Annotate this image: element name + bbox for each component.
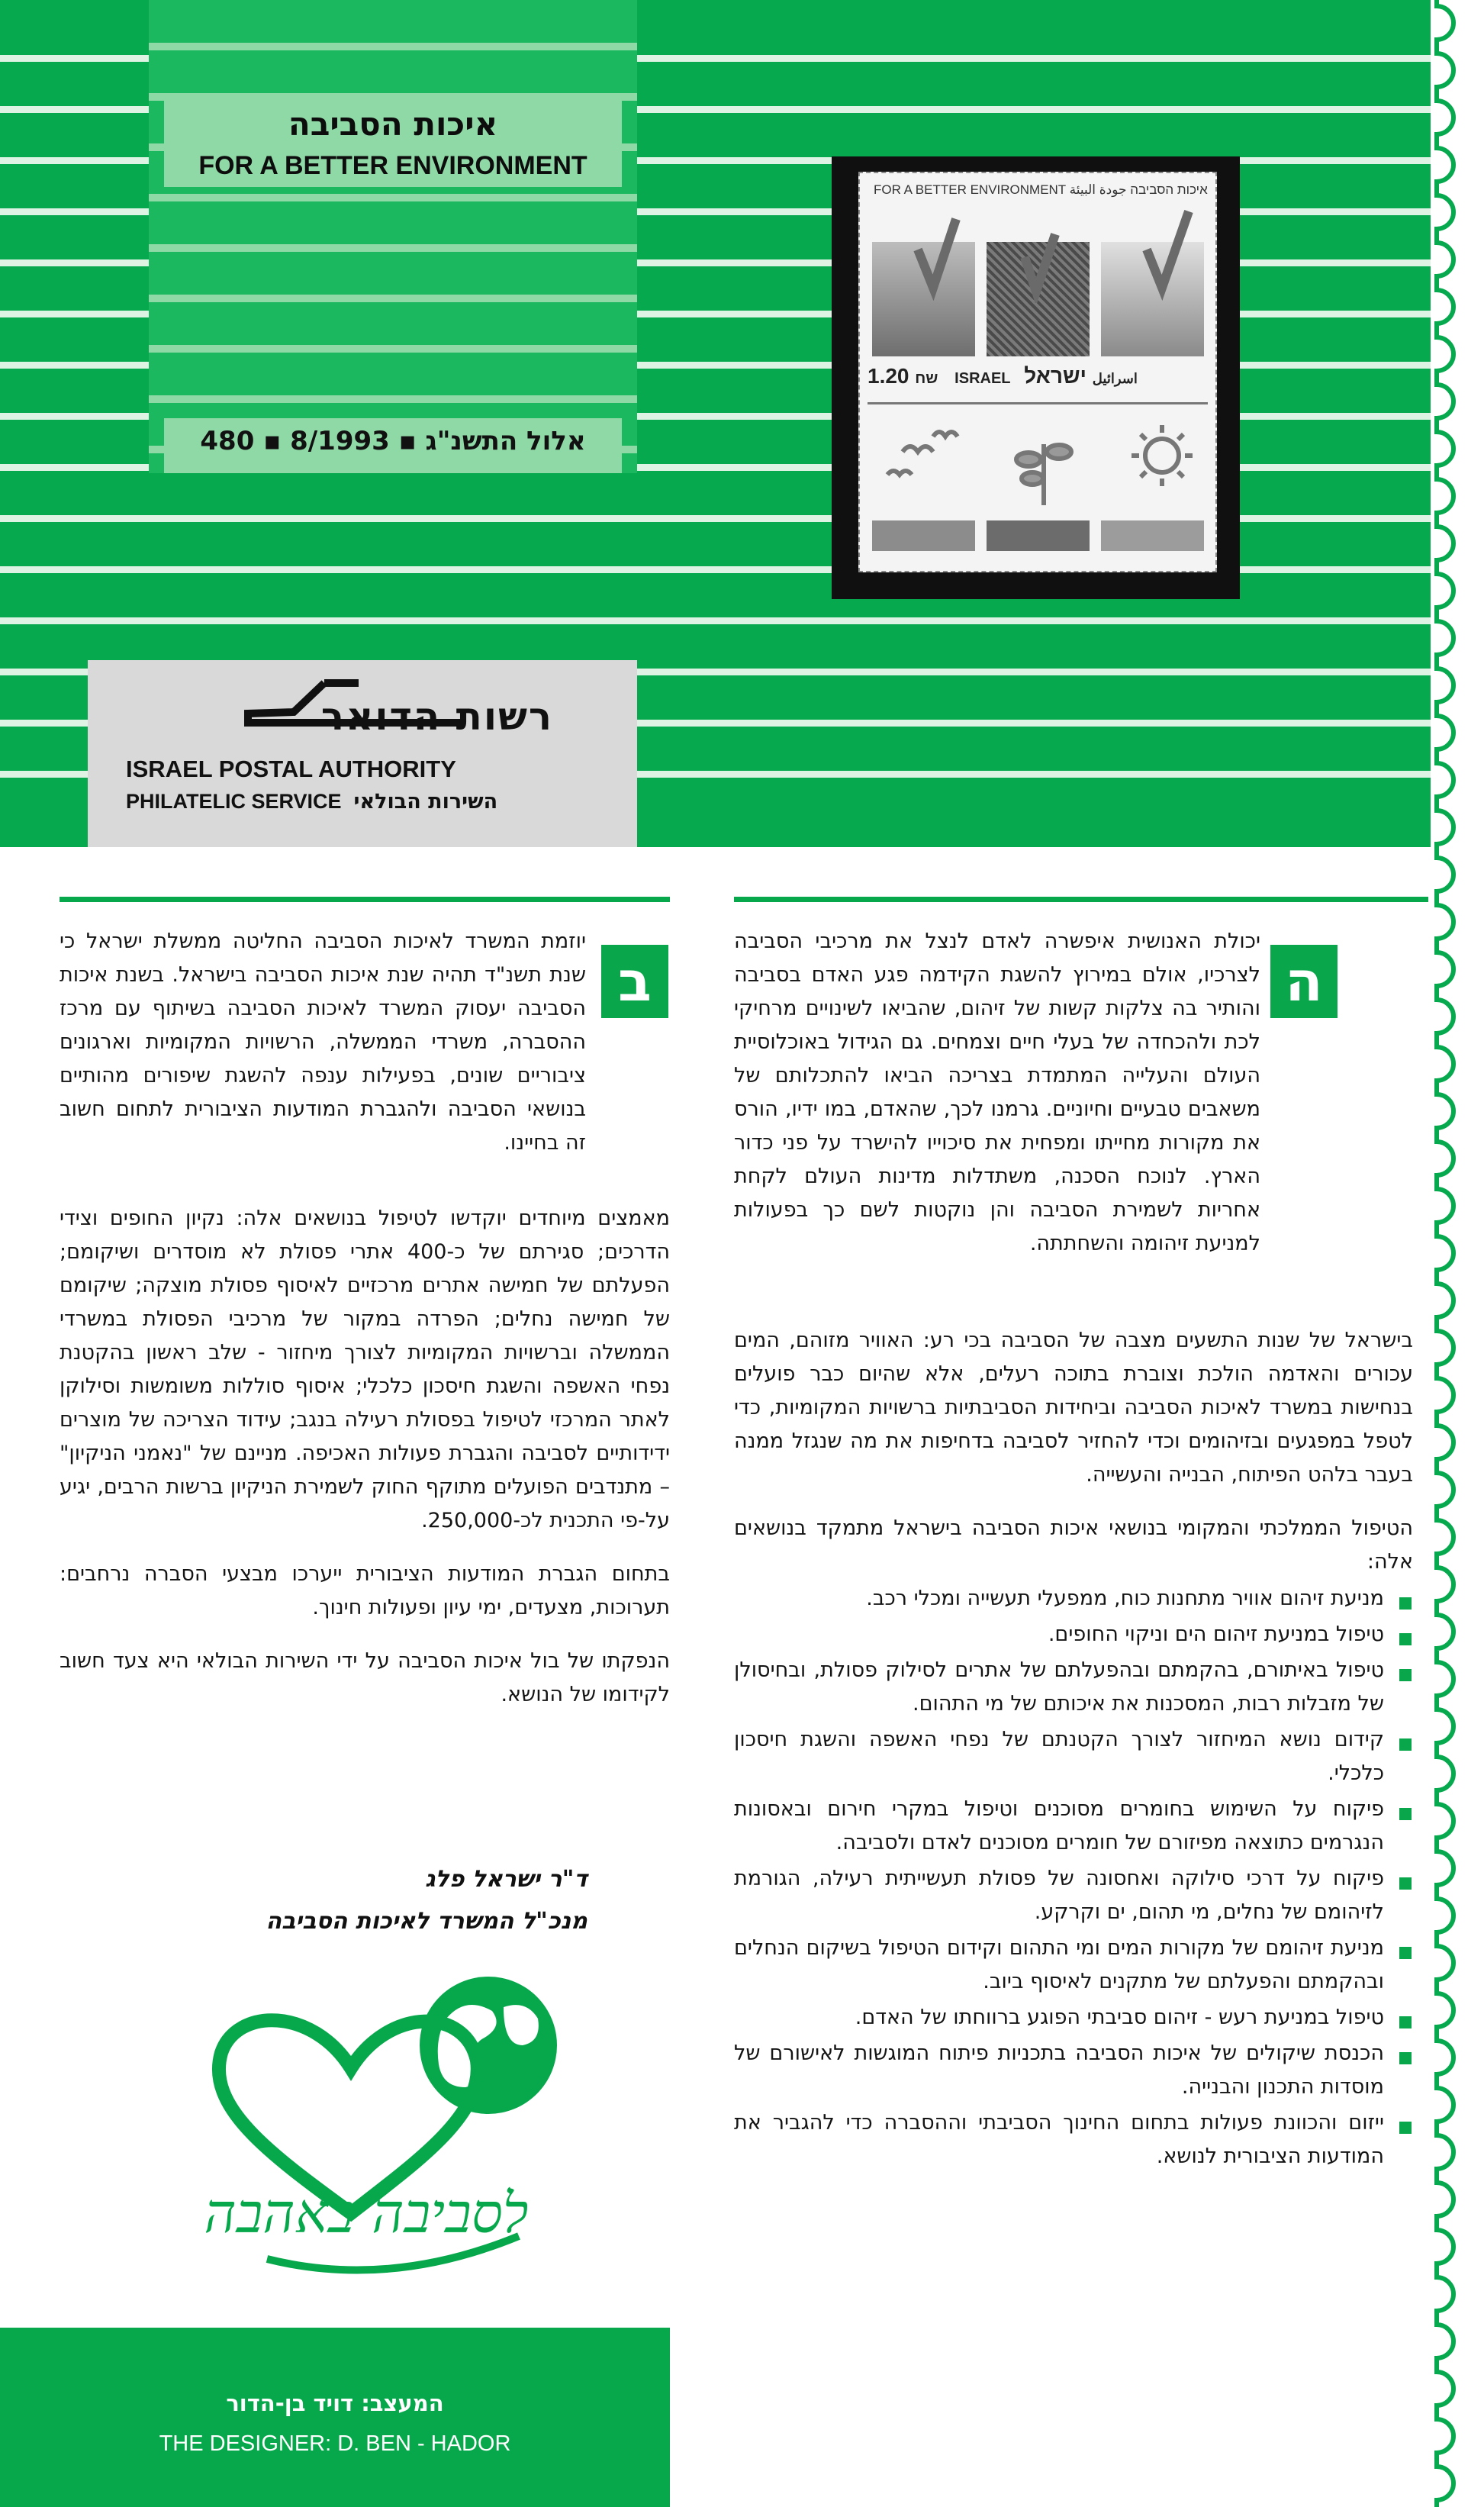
signatory-role: מנכ"ל המשרד לאיכות הסביבה: [266, 1908, 587, 1935]
bullet-square: [1399, 2052, 1412, 2064]
postal-authority-name: ISRAEL POSTAL AUTHORITY: [126, 756, 456, 782]
right-paragraph-2: בישראל של שנות התשעים מצבה של הסביבה בכי רע: האוויר מזוהם, המים עכורים והאדמה הולכת וצוברת בתוכה רעלים, אלא שהיום כבר פועלים בנחישות במשרד לאיכות הסביבה וביחידות הסביבתיות ברשויות המקומיות, כדי לטפל במפגעים ובזיהומים וכדי להחזיר לסביבה בדחיפות את מה שנגזל ממנה בעבר בלהט הפיתוח, הבנייה והעשייה.: [734, 1329, 1413, 1487]
stamp-tab-graphic: [872, 414, 1208, 559]
designer-credit-en: THE DESIGNER: D. BEN - HADOR: [159, 2431, 511, 2456]
philatelic-service: [126, 790, 599, 814]
issue-line: אלול התשנ"ג ▪ 8/1993 ▪ 480: [200, 426, 586, 456]
bullet-square: [1399, 2122, 1412, 2134]
campaign-slogan: לסביבה באהבה: [204, 2181, 529, 2245]
title-box: [164, 99, 622, 187]
sun-icon: [1132, 425, 1193, 486]
title-english: FOR A BETTER ENVIRONMENT: [198, 151, 587, 180]
check-marks-graphic: [872, 204, 1208, 303]
left-column-rule: [60, 897, 670, 902]
bullet-square: [1399, 1738, 1412, 1751]
list-item-text: ייזום והכוונת פעולות בתחום החינוך הסביבתי וההסברה כדי להגביר את המודעות הציבורית לנושא.: [734, 2111, 1384, 2168]
left-column-intro: [60, 925, 586, 1180]
environment-topics-list: [734, 1582, 1413, 2173]
header-band: [0, 0, 1431, 847]
list-item-text: טיפול במניעת זיהום הים וניקוי החופים.: [1048, 1622, 1384, 1646]
bullet-square: [1399, 1877, 1412, 1890]
right-column-rule: [734, 897, 1428, 902]
postal-authority-logo-text: רשות הדואר: [320, 694, 553, 739]
left-paragraph-3: בתחום הגברת המודעות הציבורית ייערכו מבצעי הסברה נרחבים: תערוכות, מצעדים, ימי עיון ופעולות חינוך.: [60, 1562, 670, 1619]
drop-cap-he: ה: [1270, 945, 1338, 1018]
list-item-text: פיקוח על השימוש בחומרים מסוכנים וטיפול במקרי חירום ובאסונות הנגרמים כתוצאה מפיזורם של חומרים מסוכנים לאדם ולסביבה.: [734, 1797, 1384, 1854]
stamp-country-en: ISRAEL: [954, 370, 1011, 387]
perforated-edge: [1431, 0, 1484, 2507]
right-column-intro: [734, 925, 1260, 1281]
issue-box: [164, 418, 622, 473]
list-item: [734, 2001, 1413, 2035]
list-item-text: טיפול באיתורם, בהקמתם ובהפעלתם של אתרים לסילוק פסולת, ובחיסולן של מזבלות רבות, המסכנות את איכותם של מי התהום.: [734, 1658, 1384, 1716]
list-item: [734, 1582, 1413, 1616]
title-panel: [149, 0, 637, 473]
list-item: [734, 1793, 1413, 1860]
postal-authority-plate: [88, 660, 637, 847]
stamp-country-he: ישראל: [1024, 364, 1086, 388]
list-item: [734, 1932, 1413, 1999]
stripe: [0, 617, 1431, 624]
campaign-logo: [175, 1961, 603, 2282]
title-hebrew: איכות הסביבה: [288, 105, 498, 143]
left-column-body: [60, 1202, 670, 1732]
stamp-currency: שח: [915, 370, 938, 387]
list-item-text: פיקוח על דרכי סילוקה ואחסונה של פסולת תעשייתית רעילה, הגורמת לזיהומם של נחלים, מי תהום, ים וקרקע.: [734, 1867, 1384, 1924]
designer-band: [0, 2328, 670, 2507]
list-item: [734, 2106, 1413, 2173]
list-item-text: קידום נושא המיחזור לצורך הקטנתם של נפחי האשפה והשגת חיסכון כלכלי.: [734, 1728, 1384, 1785]
designer-credit-he: המעצב: דויד בן-הדור: [226, 2390, 444, 2416]
bullet-square: [1399, 1633, 1412, 1645]
list-item: [734, 1618, 1413, 1651]
list-item-text: הכנסת שיקולים של איכות הסביבה בתכניות פיתוח המוגשות לאישורם של מוסדות התכנון והבנייה.: [734, 2041, 1384, 2099]
bullet-square: [1399, 1597, 1412, 1610]
stamp-value: 1.20: [868, 364, 909, 388]
list-item: [734, 1654, 1413, 1721]
left-paragraph-1: יוזמת המשרד לאיכות הסביבה החליטה ממשלת ישראל כי שנת תשנ"ד תהיה שנת איכות הסביבה בישראל. בשנת איכות הסביבה יעסוק המשרד לאיכות הסביבה בשיתוף עם מרכז ההסברה, משרדי הממשלה, הרשויות המקומיות וארגונים ציבוריים שונים, בפעילות ענפה להשגת שיפורים מהותיים בנושאי הסביבה ולהגברת המודעות הציבורית לתחום חשוב זה בחיינו.: [60, 930, 586, 1155]
bullet-square: [1399, 1808, 1412, 1820]
right-paragraph-3: הטיפול הממלכתי והמקומי בנושאי איכות הסביבה בישראל מתמקד בנושאים אלה:: [734, 1516, 1413, 1574]
philatelic-service-en: PHILATELIC SERVICE: [126, 790, 342, 813]
birds-icon: [887, 432, 958, 475]
right-column-body: [734, 1324, 1413, 2176]
list-item-text: מניעת זיהום אוויר מתחנות כוח, ממפעלי תעשייה ומכלי רכב.: [866, 1587, 1384, 1610]
globe-icon: [420, 1977, 557, 2114]
drop-cap-bet: ב: [601, 945, 668, 1018]
stamp-value-row: [868, 364, 1208, 388]
stamp-title: FOR A BETTER ENVIRONMENT איכות הסביבה جودة البيئة: [874, 182, 1208, 197]
list-item-text: טיפול במניעת רעש - זיהום סביבתי הפוגע ברווחתו של האדם.: [855, 2006, 1384, 2029]
stamp: [858, 172, 1217, 572]
left-paragraph-4: הנפקתו של בול איכות הסביבה על ידי השירות הבולאי היא צעד חשוב לקידומו של הנושא.: [60, 1649, 670, 1706]
list-item: [734, 2037, 1413, 2104]
philatelic-service-he: השירות הבולאי: [353, 790, 498, 814]
bullet-square: [1399, 1947, 1412, 1959]
right-paragraph-1: יכולת האנושית איפשרה לאדם לנצל את מרכיבי הסביבה לצרכיו, אולם במירוץ להשגת הקידמה פגע האדם בסביבה והותיר בה צלקות קשות של זיהום, שהביאו לשינויים מרחיקי לכת ולהכחדה של בעלי חיים וצמחים. גם הגידול באוכלוסיית העולם והעלייה המתמדת בצריכה הביאו להתכלותם של משאבים טבעיים וחיוניים. גרמנו לכך, שהאדם, במו ידיו, הורס את מקורות מחייתו ומפחית את סיכוייו להישרד על פני כדור הארץ. לנוכח הסכנה, משתדלות מדינות העולם לקחת אחריות לשמירת הסביבה והן נוקטות לשם כך בפעולות למניעת זיהומה והשחתתה.: [734, 930, 1260, 1255]
left-paragraph-2: מאמצים מיוחדים יוקדשו לטיפול בנושאים אלה: נקיון החופים וצידי הדרכים; סגירתם של כ-400 אתרי פסולת לא מוסדרים ושיקומם; הפעלתם של חמישה אתרים מרכזיים לאיסוף פסולת מוצקה; שיקומם של חמישה נחלים; הפרדה במקור של מרכיבי הפסולת במשרדי הממשלה וברשויות המקומיות לצורך מיחזור - שלב ראשון בהקטנת נפחי האשפה והשגת חיסכון כלכלי; איסוף סוללות משומשות וסילוקן לאתר המרכזי לטיפול בפסולת רעילה בנגב; עידוד הצריכה של מוצרים ידידותיים לסביבה והגברת פעולות האכיפה. מניינם של "נאמני הניקיון" – מתנדבים הפועלים מתוקף החוק לשמירת הניקיון ברשות הרבים, יגיע על-פי התכנית לכ-250,000.: [60, 1207, 670, 1532]
signatory-name: ד"ר ישראל פלג: [425, 1866, 587, 1893]
list-item: [734, 1862, 1413, 1929]
list-item-text: מניעת זיהומם של מקורות המים ומי התהום וקידום הטיפול בשיקום הנחלים ובהקמתם והפעלתם של מתקנים לאיסוף ביוב.: [734, 1936, 1384, 1993]
stamp-country-ar: اسرائيل: [1092, 371, 1138, 386]
bullet-square: [1399, 1669, 1412, 1681]
plant-icon: [1016, 444, 1071, 505]
bullet-square: [1399, 2016, 1412, 2028]
stamp-tab-divider: [868, 402, 1208, 404]
list-item: [734, 1723, 1413, 1790]
